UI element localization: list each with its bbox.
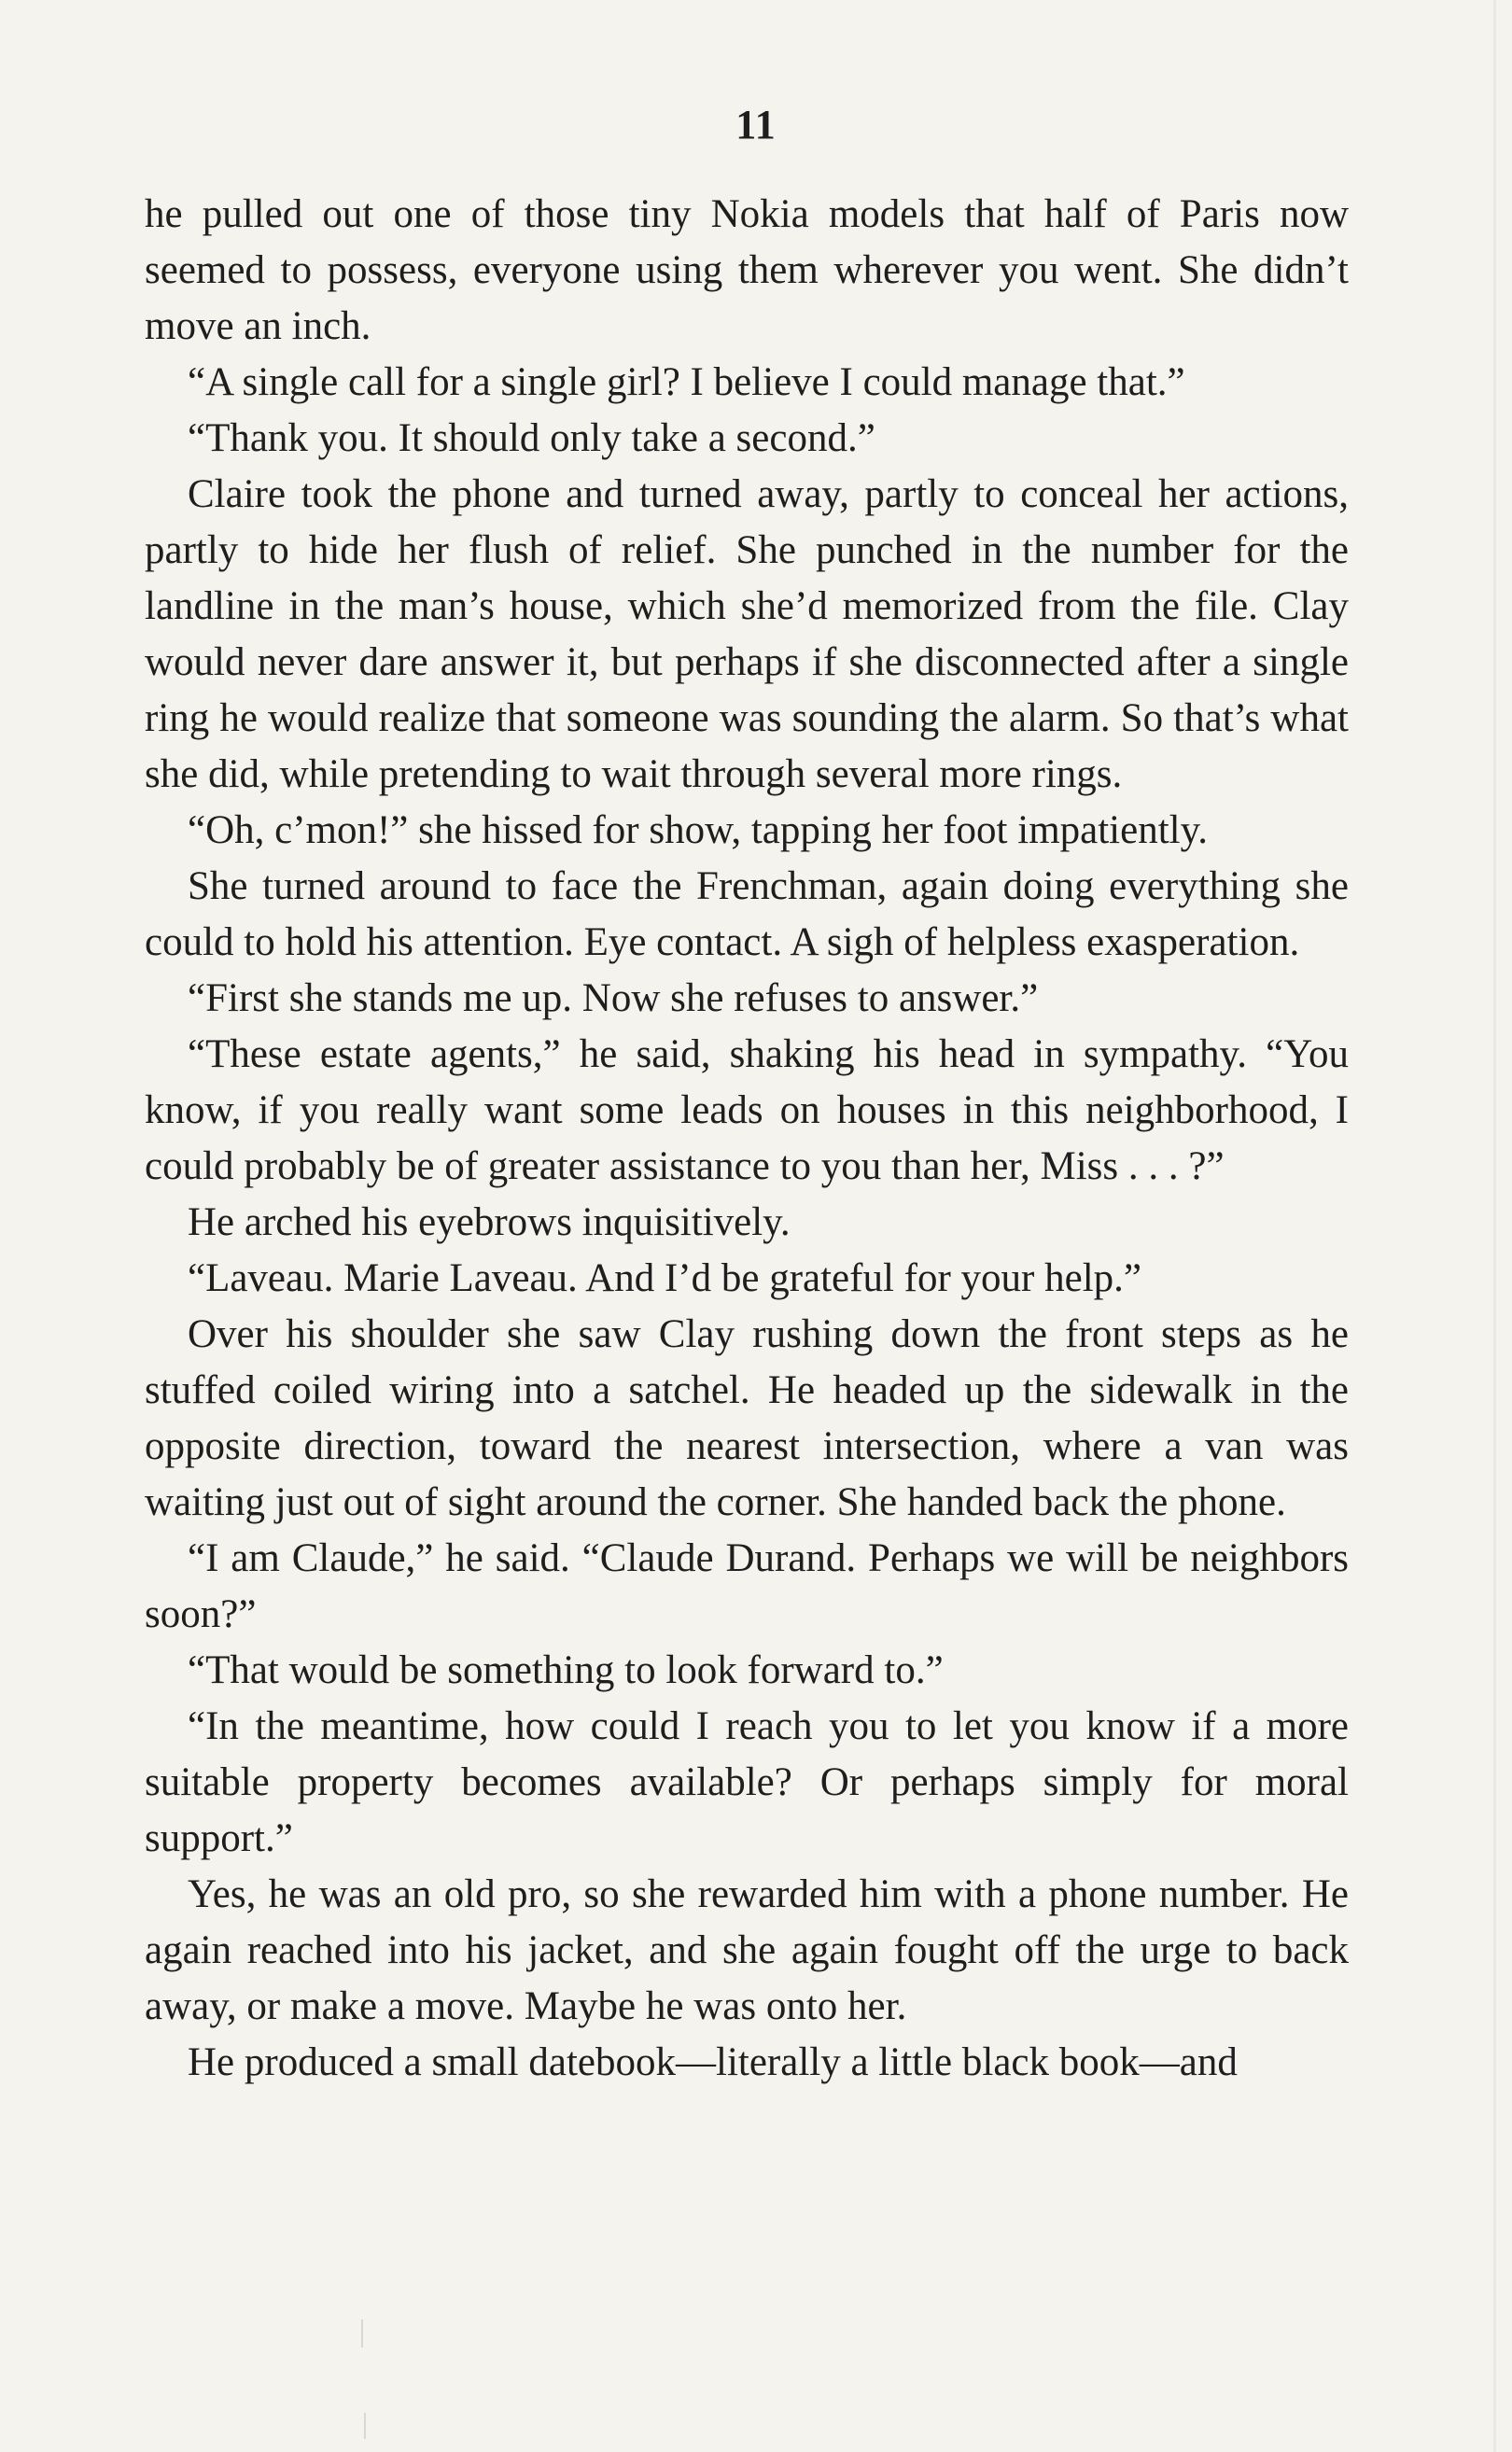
paragraph: “First she stands me up. Now she refuses to answer.”: [188, 976, 1039, 1020]
paragraph: “In the meantime, how could I reach you to let you know if a more suitable property becomes available? Or perhaps simply for moral support.”: [145, 1704, 1349, 1860]
page-edge-shadow: [1493, 0, 1496, 2452]
body-text: [145, 187, 1349, 2091]
scan-artifact: [361, 2319, 363, 2347]
paragraph: “That would be something to look forward to.”: [188, 1648, 944, 1692]
paragraph: he pulled out one of those tiny Nokia models that half of Paris now seemed to possess, everyone using them wherever you went. She didn’t move an inch.: [145, 192, 1349, 348]
paragraph: Over his shoulder she saw Clay rushing down the front steps as he stuffed coiled wiring into a satchel. He headed up the sidewalk in the opposite direction, toward the nearest intersection, where a van was waiting just out of sight around the corner. She handed back the phone.: [145, 1312, 1349, 1524]
paragraph: “A single call for a single girl? I believe I could manage that.”: [188, 360, 1185, 404]
paragraph: “Laveau. Marie Laveau. And I’d be grateful for your help.”: [188, 1256, 1141, 1300]
paragraph: Yes, he was an old pro, so she rewarded him with a phone number. He again reached into his jacket, and she again fought off the urge to back away, or make a move. Maybe he was onto her.: [145, 1872, 1349, 2028]
paragraph: She turned around to face the Frenchman, again doing everything she could to hold his attention. Eye contact. A sigh of helpless exasperation.: [145, 864, 1349, 964]
paragraph: “Oh, c’mon!” she hissed for show, tapping her foot impatiently.: [188, 808, 1209, 852]
paragraph: He arched his eyebrows inquisitively.: [188, 1200, 791, 1244]
paragraph: “Thank you. It should only take a second.”: [188, 416, 875, 460]
paragraph: “I am Claude,” he said. “Claude Durand. Perhaps we will be neighbors soon?”: [145, 1536, 1349, 1636]
paragraph: He produced a small datebook—literally a little black book—and: [188, 2040, 1238, 2084]
paragraph: Claire took the phone and turned away, partly to conceal her actions, partly to hide her flush of relief. She punched in the number for the landline in the man’s house, which she’d memorized from the file. Clay would never dare answer it, but perhaps if she disconnected after a single ring he would realize that someone was sounding the alarm. So that’s what she did, while pretending to wait through several more rings.: [145, 472, 1349, 796]
scan-artifact: [364, 2413, 366, 2439]
paragraph: “These estate agents,” he said, shaking his head in sympathy. “You know, if you really want some leads on houses in this neighborhood, I could probably be of greater assistance to you than her, Miss . . . ?”: [145, 1032, 1349, 1188]
page-number: 11: [735, 102, 777, 147]
